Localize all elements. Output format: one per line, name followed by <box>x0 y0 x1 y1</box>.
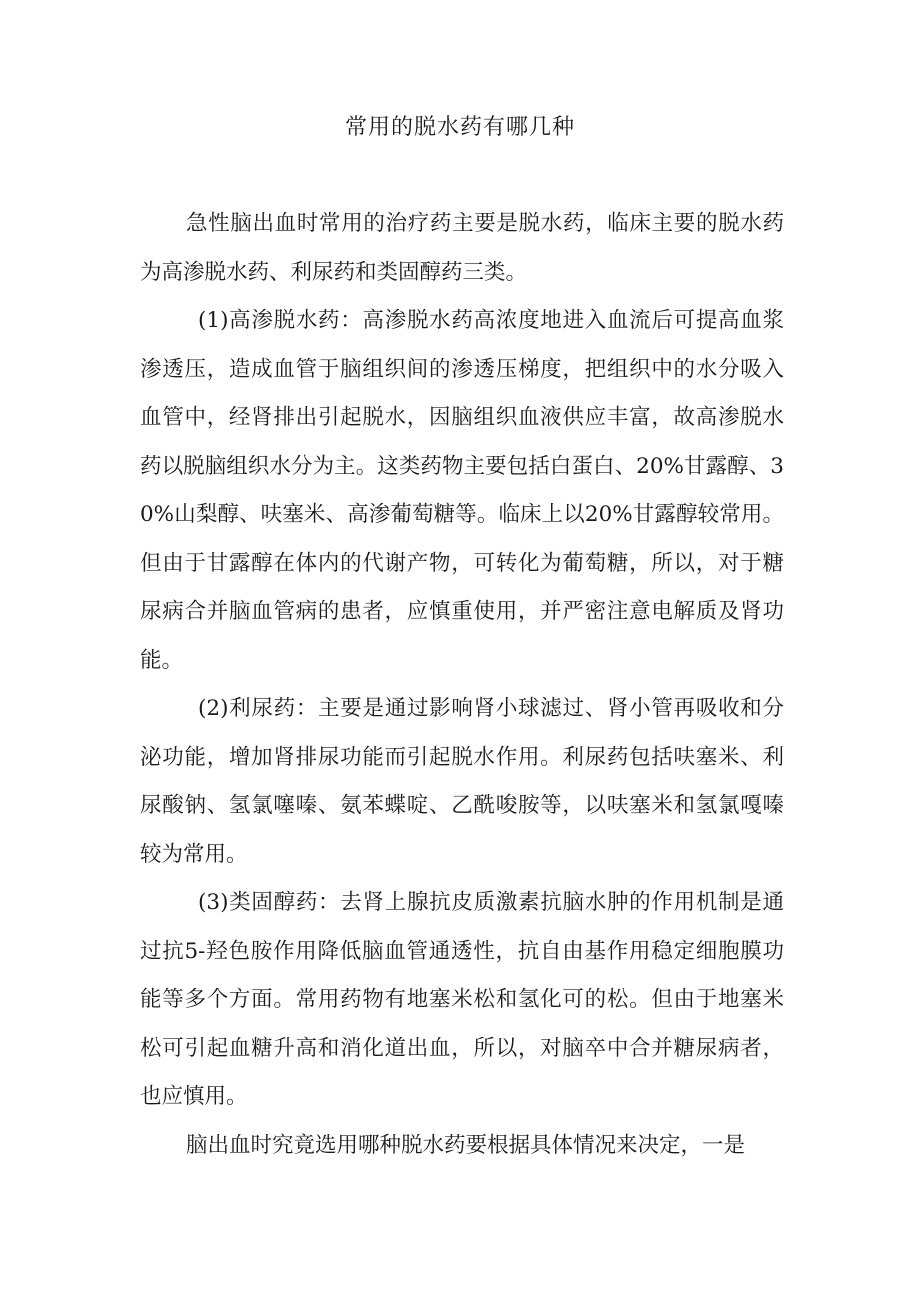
paragraph-steroids: (3)类固醇药：去肾上腺抗皮质激素抗脑水肿的作用机制是通过抗5-羟色胺作用降低脑血管通透性，抗自由基作用稳定细胞膜功能等多个方面。常用药物有地塞米松和氢化可的松。但由于地塞米松可引起血糖升高和消化道出血，所以，对脑卒中合并糖尿病者，也应慎用。 <box>140 890 784 1109</box>
document-body <box>140 200 784 1170</box>
document-title: 常用的脱水药有哪几种 <box>344 115 575 140</box>
paragraph-osmotic-dehydrants: (1)高渗脱水药：高渗脱水药高浓度地进入血流后可提高血浆渗透压，造成血管于脑组织间的渗透压梯度，把组织中的水分吸入血管中，经肾排出引起脱水，因脑组织血液供应丰富，故高渗脱水药以脱脑组织水分为主。这类药物主要包括白蛋白、20%甘露醇、30%山梨醇、呋塞米、高渗葡萄糖等。临床上以20%甘露醇较常用。但由于甘露醇在体内的代谢产物，可转化为葡萄糖，所以，对于糖尿病合并脑血管病的患者，应慎重使用，并严密注意电解质及肾功能。 <box>140 308 784 673</box>
paragraph-diuretics: (2)利尿药：主要是通过影响肾小球滤过、肾小管再吸收和分泌功能，增加肾排尿功能而引起脱水作用。利尿药包括呋塞米、利尿酸钠、氢氯噻嗪、氨苯蝶啶、乙酰唆胺等，以呋塞米和氢氯嘎嗪较为常用。 <box>140 696 784 867</box>
paragraph-intro: 急性脑出血时常用的治疗药主要是脱水药，临床主要的脱水药为高渗脱水药、利尿药和类固醇药三类。 <box>140 211 784 285</box>
paragraph-selection: 脑出血时究竟选用哪种脱水药要根据具体情况来决定，一是 <box>186 1132 746 1158</box>
